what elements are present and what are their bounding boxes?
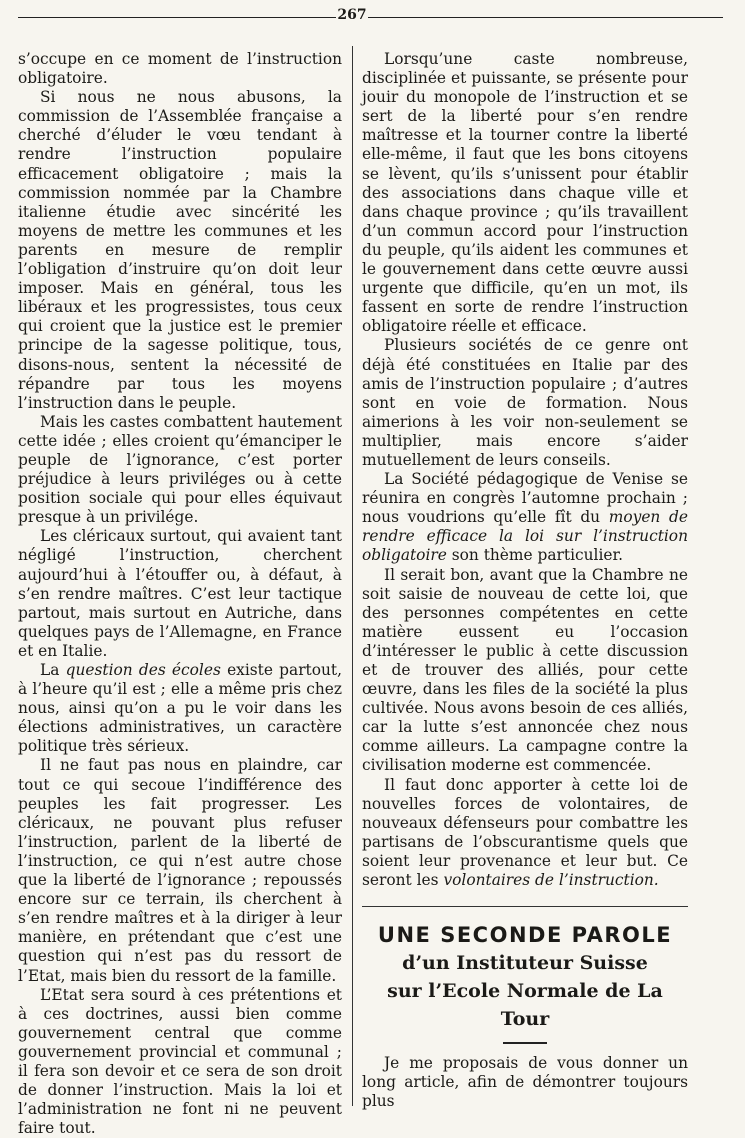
section-title-line-3: sur l’Ecole Normale de La Tour xyxy=(387,980,663,1031)
section-rule xyxy=(362,906,688,907)
paragraph: L’Etat sera sourd à ces prétentions et à ces doctrines, aussi bien comme gouvernement central que comme gouvernement provincial et communal ; il fera son devoir et ce sera de son droit de donner l’instruction. Mais la loi et l’administration ne font ni ne peuvent faire tout. xyxy=(18,985,342,1138)
text-span: Il faut donc apporter à cette loi de nouvelles forces de volontaires, de nouveaux défenseurs pour combattre les partisans de l’obscurantisme quels que soient leur provenance et leur but. Ce seront les xyxy=(362,775,688,890)
paragraph: Il ne faut pas nous en plaindre, car tout ce qui secoue l’indifférence des peuples les fait progresser. Les cléricaux, ne pouvant plus refuser l’instruction, parlent de la liberté de l’instruction, ce qui n’est autre chose que la liberté de l’ignorance ; repoussés encore sur ce terrain, ils cherchent à s’en rendre maîtres et à la diriger à leur manière, en prétendant que c’est une question qui n’est pas du ressort de l’Etat, mais bien du ressort de la famille. xyxy=(18,756,342,985)
header-rule-right xyxy=(368,17,723,18)
italic-phrase: volontaires de l’instruction. xyxy=(443,871,659,890)
text-span: La xyxy=(40,661,66,679)
section-title-line-1: UNE SECONDE PAROLE xyxy=(377,923,673,948)
column-divider xyxy=(352,46,353,1106)
paragraph: Les cléricaux surtout, qui avaient tant négligé l’instruction, cherchent aujourd’hui à l’étouffer ou, à défaut, à s’en rendre maîtres. C’est leur tactique partout, mais surtout en Autriche, dans quelques pays de l’Allemagne, en France et en Italie. xyxy=(18,527,342,660)
page-header xyxy=(18,6,723,28)
title-underline xyxy=(503,1042,547,1044)
paragraph: Mais les castes combattent hautement cette idée ; elles croient qu’émanciper le peuple de l’ignorance, c’est porter préjudice à leurs priviléges ou à cette position sociale qui pour elles équivaut presque à un privilége. xyxy=(18,412,342,527)
paragraph: Plusieurs sociétés de ce genre ont déjà été constituées en Italie par des amis de l’instruction populaire ; d’autres sont en voie de formation. Nous aimerions à les voir non-seulement se multiplier, mais encore s’aider mutuellement de leurs conseils. xyxy=(362,336,688,469)
paragraph xyxy=(362,470,688,565)
paragraph xyxy=(362,776,688,891)
paragraph xyxy=(18,661,342,756)
text-span: son thème particulier. xyxy=(446,546,624,565)
paragraph: Si nous ne nous abusons, la commission de l’Assemblée française a cherché d’éluder le vœu tendant à rendre l’instruction populaire efficacement obligatoire ; mais la commission nommée par la Chambre italienne étudie avec sincérité les moyens de mettre les communes et les parents en mesure de remplir l’obligation d’instruire qu’on doit leur imposer. Mais en général, tous les libéraux et les progressistes, tous ceux qui croient que la justice est le premier principe de la sagesse politique, tous, disons-nous, sentent la nécessité de répandre par tous les moyens l’instruction dans le peuple. xyxy=(18,88,342,412)
text-span: existe partout, à l’heure qu’il est ; elle a même pris chez nous, ainsi qu’on a pu le voir dans les élections administratives, un caractère politique très sérieux. xyxy=(18,661,342,756)
left-column xyxy=(18,50,342,1138)
paragraph: Il serait bon, avant que la Chambre ne soit saisie de nouveau de cette loi, que des personnes compétentes en cette matière eussent eu l’occasion d’intéresser le public à cette discussion et de trouver des alliés, pour cette œuvre, dans les files de la société la plus cultivée. Nous avons besoin de ces alliés, car la lutte s’est annoncée chez nous comme ailleurs. La campagne contre la civilisation moderne est commencée. xyxy=(362,565,688,775)
paragraph: Je me proposais de vous donner un long article, afin de démontrer toujours plus xyxy=(362,1054,688,1111)
paragraph: s’occupe en ce moment de l’instruction obligatoire. xyxy=(18,50,342,88)
right-column xyxy=(362,50,688,1120)
text-span: La Société pédagogique de Venise se réunira en congrès l’automne prochain ; nous voudrions qu’elle fît du xyxy=(362,470,688,527)
section-title xyxy=(362,921,688,1033)
italic-phrase: question des écoles xyxy=(65,661,221,679)
italic-phrase: moyen de rendre efficace la loi sur l’instruction obligatoire xyxy=(362,508,688,565)
page-number: 267 xyxy=(337,7,367,23)
header-rule-left xyxy=(18,17,336,18)
paragraph: Lorsqu’une caste nombreuse, disciplinée et puissante, se présente pour jouir du monopole de l’instruction et se sert de la liberté pour s’en rendre maîtresse et la tourner contre la liberté elle-même, il faut que les bons citoyens se lèvent, qu’ils s’unissent pour établir des associations dans chaque ville et dans chaque province ; qu’ils travaillent d’un commun accord pour l’instruction du peuple, qu’ils aident les communes et le gouvernement dans cette œuvre aussi urgente que difficile, qu’en un mot, ils fassent en sorte de rendre l’instruction obligatoire réelle et efficace. xyxy=(362,50,688,336)
section-title-line-2: d’un Instituteur Suisse xyxy=(402,952,648,975)
